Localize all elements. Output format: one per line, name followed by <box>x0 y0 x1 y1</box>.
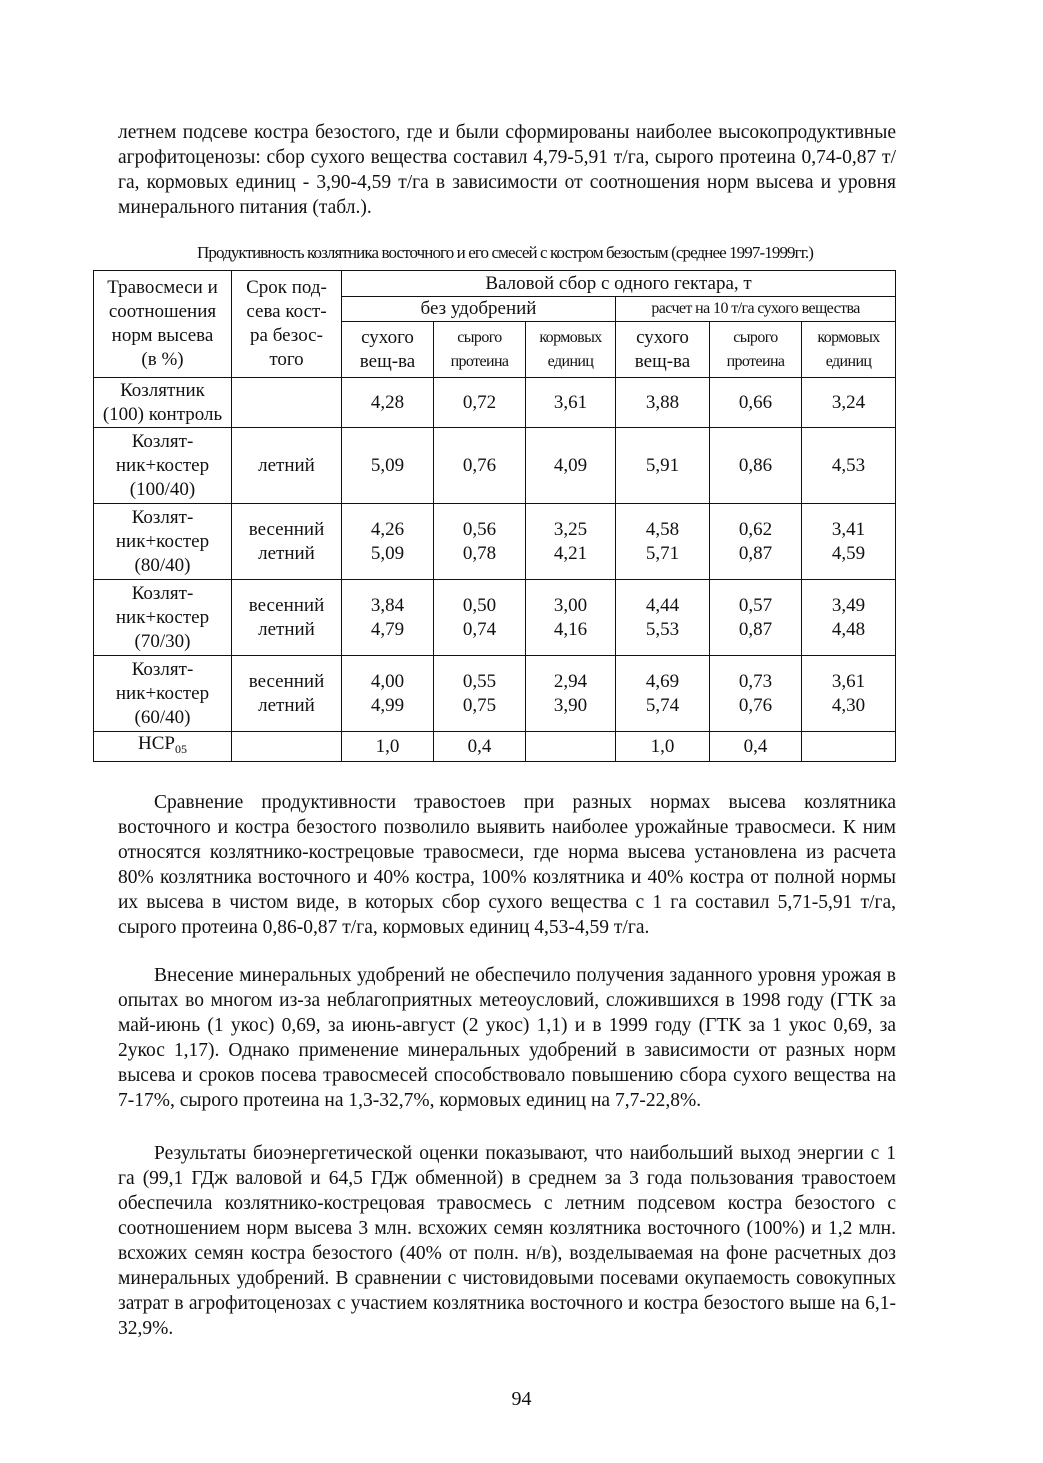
value-summer: 0,78 <box>462 542 497 564</box>
value-summer: 4,79 <box>370 618 405 640</box>
row-mixture-name <box>94 580 232 656</box>
header-dry-line2: вещ-ва <box>359 350 416 372</box>
value-spring: 2,94 <box>553 670 588 692</box>
header-protein-line2: протеина <box>450 352 509 370</box>
value-summer: 0,87 <box>738 542 773 564</box>
cell-nofert-dry <box>342 656 434 732</box>
table-caption: Продуктивность козлятника восточного и его смесей с костром безостым (среднее 1997-1999гг.) <box>197 243 813 262</box>
cell-nofert-dry: 5,09 <box>342 428 434 504</box>
lsd-nofert-dry: 1,0 <box>342 732 434 762</box>
cell-nofert-dry: 4,28 <box>342 378 434 428</box>
header-feed-line2: единиц <box>547 352 594 370</box>
header-dry-matter-1 <box>342 322 434 378</box>
cell-nofert-feed <box>526 580 616 656</box>
page-number: 94 <box>511 1388 532 1410</box>
value-spring: 0,73 <box>738 670 773 692</box>
cell-calc-dry: 5,91 <box>616 428 710 504</box>
mixture-line1: Козлят- <box>131 430 194 452</box>
term-line1: весенний <box>248 670 325 692</box>
cell-nofert-feed <box>526 504 616 580</box>
value-summer: 5,71 <box>645 542 680 564</box>
value-summer: 0,87 <box>738 618 773 640</box>
lsd-calc-dry: 1,0 <box>616 732 710 762</box>
row-sowing-term <box>232 504 342 580</box>
value-spring: 4,00 <box>370 670 405 692</box>
table-row <box>94 378 896 428</box>
row-sowing-term <box>232 656 342 732</box>
value-summer: 5,09 <box>370 542 405 564</box>
value-summer: 0,76 <box>738 694 773 716</box>
cell-calc-protein <box>710 580 802 656</box>
row-mixture-name <box>94 656 232 732</box>
value-summer: 4,59 <box>831 542 866 564</box>
cell-nofert-protein <box>434 504 526 580</box>
cell-calc-feed <box>802 656 896 732</box>
term-line1: весенний <box>248 518 325 540</box>
lsd-nofert-feed <box>526 732 616 762</box>
header-feed-line1: кормовых <box>817 328 880 346</box>
lsd-calc-protein: 0,4 <box>710 732 802 762</box>
mixture-line3: (100/40) <box>129 478 196 500</box>
header-protein-1 <box>434 322 526 378</box>
header-dry-line2: вещ-ва <box>634 350 691 372</box>
term-line2: летний <box>258 618 315 640</box>
table-row <box>94 580 896 656</box>
mixture-line1: Козлят- <box>131 582 194 604</box>
cell-nofert-protein <box>434 580 526 656</box>
table-row <box>94 504 896 580</box>
header-feed-units-1 <box>526 322 616 378</box>
value-summer: 4,30 <box>831 694 866 716</box>
row-mixture-name <box>94 378 232 428</box>
value-summer: 5,74 <box>645 694 680 716</box>
productivity-table <box>93 270 896 762</box>
header-gross-yield: Валовой сбор с одного гектара, т <box>342 271 896 297</box>
cell-nofert-feed: 3,61 <box>526 378 616 428</box>
mixture-line3: (60/40) <box>134 706 191 728</box>
header-protein-line1: сырого <box>457 328 502 346</box>
term-line2: летний <box>258 542 315 564</box>
value-spring: 3,41 <box>831 518 866 540</box>
header-row-1 <box>94 271 896 297</box>
term-line1: весенний <box>248 594 325 616</box>
header-protein-line2: протеина <box>726 352 785 370</box>
mixture-line1: Козлят- <box>131 658 194 680</box>
header-sowing-term <box>232 271 342 378</box>
header-term-line3: ра безос- <box>250 325 323 346</box>
cell-calc-protein <box>710 656 802 732</box>
header-feed-line2: единиц <box>825 352 872 370</box>
lsd-label-subscript: 05 <box>174 742 187 756</box>
mixture-line2: ник+костер <box>115 454 210 476</box>
cell-nofert-dry <box>342 504 434 580</box>
cell-nofert-protein <box>434 656 526 732</box>
cell-calc-protein: 0,86 <box>710 428 802 504</box>
header-term-line1: Срок под- <box>246 277 327 298</box>
cell-calc-dry: 3,88 <box>616 378 710 428</box>
cell-calc-feed <box>802 504 896 580</box>
cell-calc-dry <box>616 656 710 732</box>
lsd-nofert-protein: 0,4 <box>434 732 526 762</box>
value-spring: 4,69 <box>645 670 680 692</box>
value-spring: 0,55 <box>462 670 497 692</box>
table-row <box>94 656 896 732</box>
cell-calc-dry <box>616 504 710 580</box>
cell-calc-protein: 0,66 <box>710 378 802 428</box>
row-mixture-name <box>94 504 232 580</box>
cell-calc-feed <box>802 580 896 656</box>
header-term-line4: того <box>269 349 304 370</box>
cell-nofert-protein: 0,72 <box>434 378 526 428</box>
header-feed-units-2 <box>802 322 896 378</box>
cell-calc-feed: 3,24 <box>802 378 896 428</box>
mixture-line2: ник+костер <box>115 682 210 704</box>
energy-paragraph: Результаты биоэнергетической оценки показывают, что наибольший выход энергии с 1 га (99,1 ГДж валовой и 64,5 ГДж обменной) в среднем за 3 года пользования травостоем обеспечила козлятнико-кострецовая травосмесь с летним подсевом костра безостого с соотношением норм высева 3 млн. всхожих семян козлятника восточного (100%) и 1,2 млн. всхожих семян костра безостого (40% от полн. н/в), возделываемая на фоне расчетных доз минеральных удобрений. В сравнении с чистовидовыми посевами окупаемость совокупных затрат в агрофитоценозах с участием козлятника восточного и костра безостого выше на 6,1-32,9%. <box>118 1143 896 1339</box>
row-sowing-term <box>232 378 342 428</box>
header-dry-matter-2 <box>616 322 710 378</box>
value-summer: 4,16 <box>553 618 588 640</box>
mixture-line2: (100) контроль <box>102 403 223 425</box>
cell-nofert-dry <box>342 580 434 656</box>
header-mixture-line4: (в %) <box>141 349 184 370</box>
header-mixture-line3: норм высева <box>111 325 214 346</box>
row-sowing-term <box>232 580 342 656</box>
table-row <box>94 428 896 504</box>
cell-nofert-feed: 4,09 <box>526 428 616 504</box>
value-spring: 3,49 <box>831 594 866 616</box>
header-mixture <box>94 271 232 378</box>
cell-calc-dry <box>616 580 710 656</box>
value-spring: 3,84 <box>370 594 405 616</box>
header-dry-line1: сухого <box>636 326 689 348</box>
cell-nofert-protein: 0,76 <box>434 428 526 504</box>
value-spring: 3,00 <box>553 594 588 616</box>
value-spring: 0,50 <box>462 594 497 616</box>
lsd-label <box>94 732 232 762</box>
row-mixture-name <box>94 428 232 504</box>
mixture-line1: Козлят- <box>131 506 194 528</box>
value-spring: 4,58 <box>645 518 680 540</box>
mixture-line3: (80/40) <box>134 554 191 576</box>
header-feed-line1: кормовых <box>539 328 602 346</box>
header-no-fertilizer: без удобрений <box>342 297 616 322</box>
header-mixture-line1: Травосмеси и <box>107 277 218 298</box>
intro-paragraph: летнем подсеве костра безостого, где и были сформированы наиболее высокопродуктивные агрофитоценозы: сбор сухого вещества составил 4,79-5,91 т/га, сырого протеина 0,74-0,87 т/га, кормовых единиц - 3,90-4,59 т/га в зависимости от соотношения норм высева и уровня минерального питания (табл.). <box>118 122 896 218</box>
lsd-row <box>94 732 896 762</box>
comparison-paragraph: Сравнение продуктивности травостоев при разных нормах высева козлятника восточного и костра безостого позволило выявить наиболее урожайные травосмеси. К ним относятся козлятнико-кострецовые травосмеси, где норма высева установлена из расчета 80% козлятника восточного и 40% костра, 100% козлятника и 40% костра от полной нормы их высева в чистом виде, в которых сбор сухого вещества с 1 га составил 5,71-5,91 т/га, сырого протеина 0,86-0,87 т/га, кормовых единиц 4,53-4,59 т/га. <box>118 792 896 938</box>
value-summer: 5,53 <box>645 618 680 640</box>
value-summer: 4,48 <box>831 618 866 640</box>
mixture-line1: Козлятник <box>120 379 205 401</box>
lsd-label-main: НСР <box>138 733 175 754</box>
value-spring: 0,62 <box>738 518 773 540</box>
value-spring: 3,61 <box>831 670 866 692</box>
value-summer: 0,75 <box>462 694 497 716</box>
row-sowing-term: летний <box>232 428 342 504</box>
mixture-line2: ник+костер <box>115 530 210 552</box>
cell-nofert-feed <box>526 656 616 732</box>
value-summer: 0,74 <box>462 618 497 640</box>
mixture-line3: (70/30) <box>134 630 191 652</box>
value-summer: 4,21 <box>553 542 588 564</box>
header-mixture-line2: соотношения <box>108 301 217 322</box>
value-spring: 0,57 <box>738 594 773 616</box>
lsd-empty <box>232 732 342 762</box>
value-spring: 0,56 <box>462 518 497 540</box>
value-summer: 4,99 <box>370 694 405 716</box>
term-line2: летний <box>258 694 315 716</box>
cell-calc-protein <box>710 504 802 580</box>
fertilizers-paragraph: Внесение минеральных удобрений не обеспечило получения заданного уровня урожая в опытах во многом из-за неблагоприятных метеоусловий, сложившихся в 1998 году (ГТК за май-июнь (1 укос) 0,69, за июнь-август (2 укос) 1,1) и в 1999 году (ГТК за 1 укос 0,69, за 2укос 1,17). Однако применение минеральных удобрений в зависимости от разных норм высева и сроков посева травосмесей способствовало повышению сбора сухого вещества на 7-17%, сырого протеина на 1,3-32,7%, кормовых единиц на 7,7-22,8%. <box>118 965 896 1111</box>
cell-calc-feed: 4,53 <box>802 428 896 504</box>
value-spring: 4,44 <box>645 594 680 616</box>
header-calculated: расчет на 10 т/га сухого вещества <box>616 297 896 322</box>
header-protein-2 <box>710 322 802 378</box>
value-spring: 4,26 <box>370 518 405 540</box>
header-term-line2: сева кост- <box>246 301 327 322</box>
value-spring: 3,25 <box>553 518 588 540</box>
mixture-line2: ник+костер <box>115 606 210 628</box>
header-dry-line1: сухого <box>361 326 414 348</box>
value-summer: 3,90 <box>553 694 588 716</box>
lsd-calc-feed <box>802 732 896 762</box>
header-protein-line1: сырого <box>733 328 778 346</box>
